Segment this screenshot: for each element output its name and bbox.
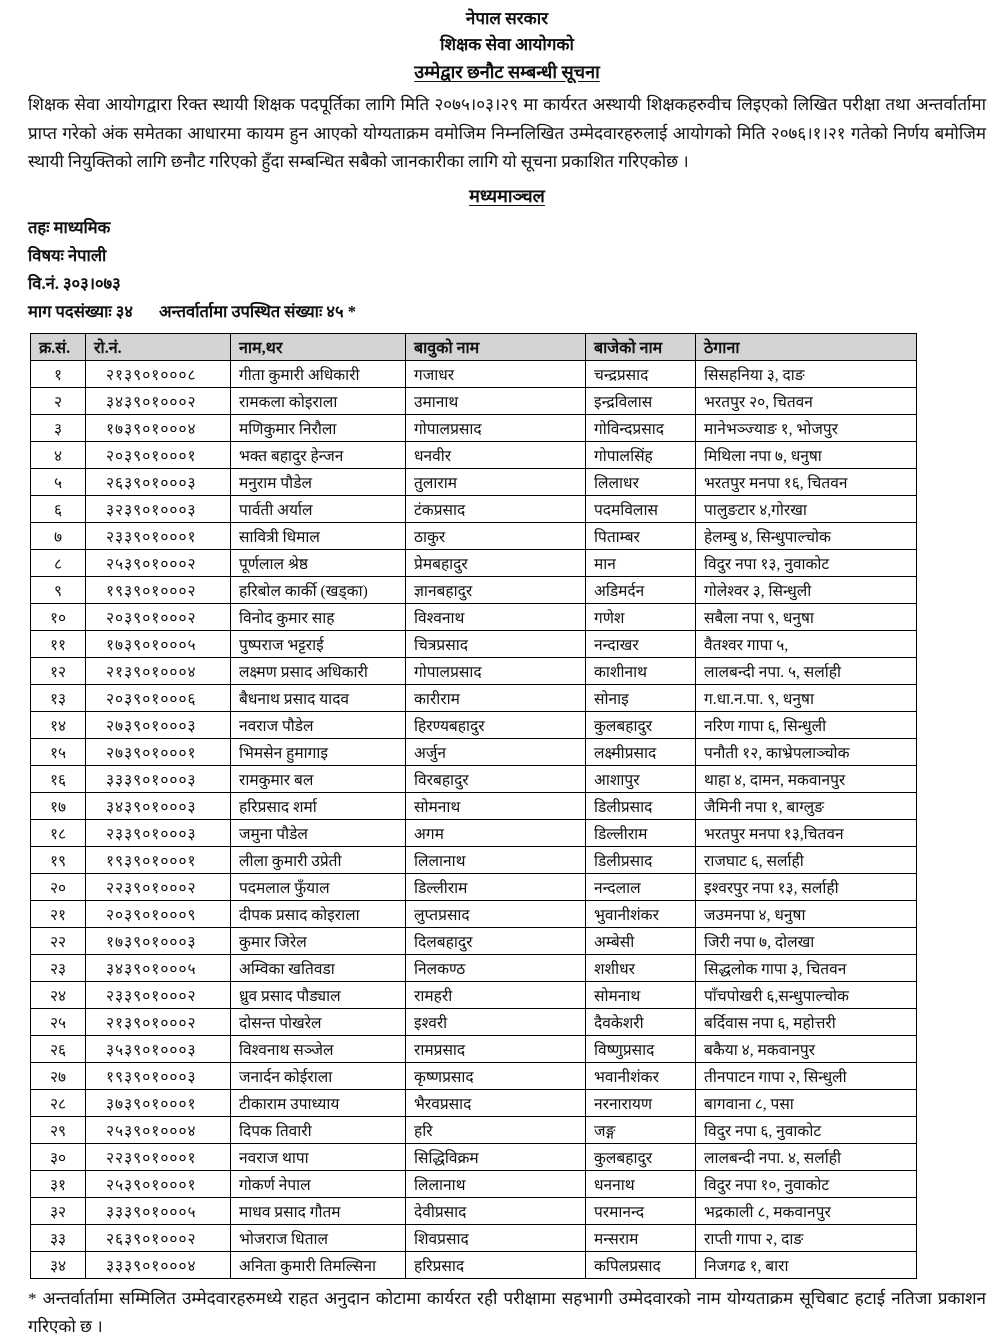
cell-father-name: लुप्तप्रसाद <box>406 900 586 927</box>
cell-address: विदुर नपा ६, नुवाकोट <box>696 1116 917 1143</box>
cell-address: जैमिनी नपा १, बाग्लुङ <box>696 792 917 819</box>
cell-father-name: इश्वरी <box>406 1008 586 1035</box>
cell-roll-number: २२३९०१०००२ <box>86 873 231 900</box>
cell-name: सावित्री धिमाल <box>231 522 406 549</box>
cell-grandfather-name: पिताम्बर <box>586 522 696 549</box>
table-row <box>31 1089 917 1116</box>
cell-grandfather-name: जङ्ग <box>586 1116 696 1143</box>
cell-roll-number: ३४३९०१०००५ <box>86 954 231 981</box>
cell-grandfather-name: आशापुर <box>586 765 696 792</box>
cell-address: बर्दिवास नपा ६, महोत्तरी <box>696 1008 917 1035</box>
header-row <box>31 333 917 360</box>
cell-father-name: डिल्लीराम <box>406 873 586 900</box>
table-row <box>31 630 917 657</box>
table-row <box>31 1062 917 1089</box>
cell-father-name: धनवीर <box>406 441 586 468</box>
cell-grandfather-name: चन्द्रप्रसाद <box>586 360 696 387</box>
cell-name: भिमसेन हुमागाइ <box>231 738 406 765</box>
cell-grandfather-name: परमानन्द <box>586 1197 696 1224</box>
cell-father-name: सिद्धिविक्रम <box>406 1143 586 1170</box>
cell-serial: २७ <box>31 1062 86 1089</box>
cell-father-name: ज्ञानबहादुर <box>406 576 586 603</box>
meta-interview-count: अन्तर्वार्तामा उपस्थित संख्याः ४५ * <box>158 301 356 321</box>
cell-name: पार्वती अर्याल <box>231 495 406 522</box>
cell-grandfather-name: डिलीप्रसाद <box>586 792 696 819</box>
cell-address: विदुर नपा १३, नुवाकोट <box>696 549 917 576</box>
cell-serial: ३२ <box>31 1197 86 1224</box>
cell-father-name: विरबहादुर <box>406 765 586 792</box>
cell-address: सबैला नपा ९, धनुषा <box>696 603 917 630</box>
cell-grandfather-name: कुलबहादुर <box>586 711 696 738</box>
cell-serial: १२ <box>31 657 86 684</box>
cell-address: सिद्धलोक गापा ३, चितवन <box>696 954 917 981</box>
table-row <box>31 792 917 819</box>
cell-grandfather-name: गणेश <box>586 603 696 630</box>
cell-serial: २३ <box>31 954 86 981</box>
table-row <box>31 1251 917 1278</box>
cell-grandfather-name: मन्सराम <box>586 1224 696 1251</box>
cell-name: अम्विका खतिवडा <box>231 954 406 981</box>
table-row <box>31 603 917 630</box>
cell-father-name: चित्रप्रसाद <box>406 630 586 657</box>
commission-name: शिक्षक सेवा आयोगको <box>440 35 574 54</box>
cell-grandfather-name: नन्दलाल <box>586 873 696 900</box>
cell-roll-number: ३३३९०१०००४ <box>86 1251 231 1278</box>
cell-address: राप्ती गापा २, दाङ <box>696 1224 917 1251</box>
cell-address: थाहा ४, दामन, मकवानपुर <box>696 765 917 792</box>
cell-roll-number: ३५३९०१०००३ <box>86 1035 231 1062</box>
cell-roll-number: २७३९०१०००३ <box>86 711 231 738</box>
cell-father-name: सोमनाथ <box>406 792 586 819</box>
cell-roll-number: ३४३९०१०००२ <box>86 387 231 414</box>
cell-name: मनुराम पौडेल <box>231 468 406 495</box>
cell-serial: ३४ <box>31 1251 86 1278</box>
cell-serial: ७ <box>31 522 86 549</box>
cell-grandfather-name: लिलाधर <box>586 468 696 495</box>
cell-name: हरिबोल कार्की (खड्का) <box>231 576 406 603</box>
table-row <box>31 657 917 684</box>
cell-name: लीला कुमारी उप्रेती <box>231 846 406 873</box>
table-row <box>31 711 917 738</box>
cell-father-name: रामहरी <box>406 981 586 1008</box>
cell-address: बागवाना ८, पसा <box>696 1089 917 1116</box>
cell-father-name: कारीराम <box>406 684 586 711</box>
notice-meta <box>28 214 986 326</box>
cell-serial: १३ <box>31 684 86 711</box>
table-row <box>31 684 917 711</box>
cell-name: रामकला कोइराला <box>231 387 406 414</box>
cell-serial: २८ <box>31 1089 86 1116</box>
cell-address: भरतपुर मनपा १३,चितवन <box>696 819 917 846</box>
cell-serial: १४ <box>31 711 86 738</box>
table-row <box>31 468 917 495</box>
table-row <box>31 522 917 549</box>
meta-advert-number: वि.नं. ३०३।०७३ <box>28 273 121 293</box>
cell-father-name: निलकण्ठ <box>406 954 586 981</box>
meta-level: तहः माध्यमिक <box>28 217 111 237</box>
cell-serial: २२ <box>31 927 86 954</box>
cell-grandfather-name: काशीनाथ <box>586 657 696 684</box>
table-row <box>31 1170 917 1197</box>
cell-roll-number: २३३९०१०००१ <box>86 522 231 549</box>
cell-grandfather-name: गोपालसिंह <box>586 441 696 468</box>
cell-roll-number: २०३९०१०००२ <box>86 603 231 630</box>
cell-serial: १ <box>31 360 86 387</box>
cell-name: दोसन्त पोखरेल <box>231 1008 406 1035</box>
cell-name: विनोद कुमार साह <box>231 603 406 630</box>
cell-grandfather-name: भवानीशंकर <box>586 1062 696 1089</box>
cell-serial: ३३ <box>31 1224 86 1251</box>
table-row <box>31 927 917 954</box>
cell-roll-number: १७३९०१०००५ <box>86 630 231 657</box>
cell-father-name: दिलबहादुर <box>406 927 586 954</box>
table-row <box>31 738 917 765</box>
table-row <box>31 576 917 603</box>
cell-grandfather-name: सोनाइ <box>586 684 696 711</box>
cell-serial: ६ <box>31 495 86 522</box>
cell-serial: १८ <box>31 819 86 846</box>
meta-subject: विषयः नेपाली <box>28 245 107 265</box>
cell-name: ध्रुव प्रसाद पौड्याल <box>231 981 406 1008</box>
cell-serial: २५ <box>31 1008 86 1035</box>
column-header-grandfather-name: बाजेको नाम <box>586 333 696 360</box>
cell-name: हरिप्रसाद शर्मा <box>231 792 406 819</box>
table-row <box>31 765 917 792</box>
cell-roll-number: १९३९०१०००२ <box>86 576 231 603</box>
cell-grandfather-name: दैवकेशरी <box>586 1008 696 1035</box>
table-row <box>31 846 917 873</box>
cell-father-name: अर्जुन <box>406 738 586 765</box>
cell-grandfather-name: अडिमर्दन <box>586 576 696 603</box>
cell-father-name: गोपालप्रसाद <box>406 414 586 441</box>
cell-grandfather-name: धननाथ <box>586 1170 696 1197</box>
cell-address: राजघाट ६, सर्लाही <box>696 846 917 873</box>
cell-serial: १५ <box>31 738 86 765</box>
cell-father-name: गजाधर <box>406 360 586 387</box>
cell-serial: १० <box>31 603 86 630</box>
cell-grandfather-name: नरनारायण <box>586 1089 696 1116</box>
cell-serial: ३० <box>31 1143 86 1170</box>
cell-grandfather-name: सोमनाथ <box>586 981 696 1008</box>
cell-father-name: हरि <box>406 1116 586 1143</box>
table-row <box>31 819 917 846</box>
table-row <box>31 1143 917 1170</box>
cell-roll-number: ३४३९०१०००३ <box>86 792 231 819</box>
column-header-serial: क्र.सं. <box>31 333 86 360</box>
cell-serial: २६ <box>31 1035 86 1062</box>
cell-serial: २१ <box>31 900 86 927</box>
cell-serial: २९ <box>31 1116 86 1143</box>
notice-body-paragraph: शिक्षक सेवा आयोगद्वारा रिक्त स्थायी शिक्षक पदपूर्तिका लागि मिति २०७५।०३।२९ मा कार्यरत अस्थायी शिक्षकहरुवीच लिइएको लिखित परीक्षा तथा अन्तर्वार्तामा प्राप्त गरेको अंक समेतका आधारमा कायम हुन आएको योग्यताक्रम वमोजिम निम्नलिखित उम्मेदवारहरुलाई आयोगको मिति २०७६।१।२१ गतेको निर्णय बमोजिम स्थायी नियुक्तिको लागि छनौट गरिएको हुँदा सम्बन्धित सबैको जानकारीका लागि यो सूचना प्रकाशित गरिएकोछ । <box>28 95 986 171</box>
cell-roll-number: २५३९०१०००१ <box>86 1170 231 1197</box>
cell-name: पुष्पराज भट्टराई <box>231 630 406 657</box>
cell-father-name: ठाकुर <box>406 522 586 549</box>
cell-name: पूर्णलाल श्रेष्ठ <box>231 549 406 576</box>
table-row <box>31 981 917 1008</box>
cell-roll-number: २०३९०१०००१ <box>86 441 231 468</box>
table-row <box>31 1116 917 1143</box>
cell-name: दिपक तिवारी <box>231 1116 406 1143</box>
cell-address: हेलम्बु ४, सिन्धुपाल्चोक <box>696 522 917 549</box>
cell-address: भरतपुर २०, चितवन <box>696 387 917 414</box>
cell-roll-number: २३३९०१०००२ <box>86 981 231 1008</box>
cell-name: भोजराज धिताल <box>231 1224 406 1251</box>
cell-name: रामकुमार बल <box>231 765 406 792</box>
cell-roll-number: ३२३९०१०००३ <box>86 495 231 522</box>
footnote: * अन्तर्वार्तामा सम्मिलित उम्मेदवारहरुमध्ये राहत अनुदान कोटामा कार्यरत रही परीक्षामा सहभागी उम्मेदवारको नाम योग्यताक्रम सूचिबाट हटाई नतिजा प्रकाशन गरिएको छ । <box>28 1288 986 1336</box>
cell-name: भक्त बहादुर हेन्जन <box>231 441 406 468</box>
cell-address: इश्वरपुर नपा १३, सर्लाही <box>696 873 917 900</box>
cell-serial: १७ <box>31 792 86 819</box>
cell-serial: २ <box>31 387 86 414</box>
cell-name: अनिता कुमारी तिमल्सिना <box>231 1251 406 1278</box>
cell-roll-number: ३३३९०१०००५ <box>86 1197 231 1224</box>
cell-father-name: देवीप्रसाद <box>406 1197 586 1224</box>
cell-father-name: शिवप्रसाद <box>406 1224 586 1251</box>
cell-name: बैधनाथ प्रसाद यादव <box>231 684 406 711</box>
cell-address: नरिण गापा ६, सिन्धुली <box>696 711 917 738</box>
meta-demand-count: माग पदसंख्याः ३४ <box>28 301 133 321</box>
cell-serial: ३ <box>31 414 86 441</box>
cell-father-name: गोपालप्रसाद <box>406 657 586 684</box>
cell-address: सिसहनिया ३, दाङ <box>696 360 917 387</box>
cell-address: बकैया ४, मकवानपुर <box>696 1035 917 1062</box>
cell-serial: १९ <box>31 846 86 873</box>
table-row <box>31 873 917 900</box>
results-table-body <box>31 360 917 1278</box>
cell-name: जमुना पौडेल <box>231 819 406 846</box>
table-row <box>31 1197 917 1224</box>
cell-serial: ८ <box>31 549 86 576</box>
cell-roll-number: २७३९०१०००१ <box>86 738 231 765</box>
cell-grandfather-name: अम्बेसी <box>586 927 696 954</box>
cell-address: निजगढ १, बारा <box>696 1251 917 1278</box>
cell-address: लालबन्दी नपा. ४, सर्लाही <box>696 1143 917 1170</box>
cell-address: वैतश्वर गापा ५, <box>696 630 917 657</box>
cell-roll-number: २३३९०१०००३ <box>86 819 231 846</box>
cell-grandfather-name: भुवानीशंकर <box>586 900 696 927</box>
cell-name: नवराज थापा <box>231 1143 406 1170</box>
cell-serial: १६ <box>31 765 86 792</box>
cell-address: लालबन्दी नपा. ५, सर्लाही <box>696 657 917 684</box>
cell-serial: ११ <box>31 630 86 657</box>
cell-address: पनौती १२, काभ्रेपलाञ्चोक <box>696 738 917 765</box>
cell-roll-number: १९३९०१०००१ <box>86 846 231 873</box>
cell-father-name: हिरण्यबहादुर <box>406 711 586 738</box>
cell-address: भद्रकाली ८, मकवानपुर <box>696 1197 917 1224</box>
cell-father-name: उमानाथ <box>406 387 586 414</box>
cell-father-name: लिलानाथ <box>406 846 586 873</box>
cell-father-name: लिलानाथ <box>406 1170 586 1197</box>
cell-father-name: विश्वनाथ <box>406 603 586 630</box>
cell-name: माधव प्रसाद गौतम <box>231 1197 406 1224</box>
table-row <box>31 414 917 441</box>
cell-name: नवराज पौडेल <box>231 711 406 738</box>
cell-roll-number: १७३९०१०००४ <box>86 414 231 441</box>
cell-roll-number: २०३९०१०००६ <box>86 684 231 711</box>
cell-father-name: प्रेमबहादुर <box>406 549 586 576</box>
cell-roll-number: ३७३९०१०००१ <box>86 1089 231 1116</box>
cell-roll-number: २०३९०१०००९ <box>86 900 231 927</box>
cell-roll-number: २५३९०१०००२ <box>86 549 231 576</box>
cell-address: जिरी नपा ७, दोलखा <box>696 927 917 954</box>
cell-name: टीकाराम उपाध्याय <box>231 1089 406 1116</box>
table-row <box>31 360 917 387</box>
cell-serial: २० <box>31 873 86 900</box>
cell-address: जउमनपा ४, धनुषा <box>696 900 917 927</box>
cell-name: गीता कुमारी अधिकारी <box>231 360 406 387</box>
results-table <box>30 333 917 1279</box>
cell-name: गोकर्ण नेपाल <box>231 1170 406 1197</box>
cell-serial: ३१ <box>31 1170 86 1197</box>
cell-grandfather-name: डिलीप्रसाद <box>586 846 696 873</box>
region-heading: मध्यमाञ्चल <box>469 185 545 206</box>
cell-serial: ९ <box>31 576 86 603</box>
cell-address: मिथिला नपा ७, धनुषा <box>696 441 917 468</box>
cell-name: पदमलाल फुँयाल <box>231 873 406 900</box>
cell-name: विश्वनाथ सञ्जेल <box>231 1035 406 1062</box>
cell-roll-number: २२३९०१०००१ <box>86 1143 231 1170</box>
cell-roll-number: २१३९०१०००८ <box>86 360 231 387</box>
table-row <box>31 1035 917 1062</box>
cell-roll-number: १९३९०१०००३ <box>86 1062 231 1089</box>
cell-father-name: टंकप्रसाद <box>406 495 586 522</box>
cell-grandfather-name: विष्णुप्रसाद <box>586 1035 696 1062</box>
cell-grandfather-name: इन्द्रविलास <box>586 387 696 414</box>
cell-father-name: भैरवप्रसाद <box>406 1089 586 1116</box>
cell-roll-number: २१३९०१०००४ <box>86 657 231 684</box>
cell-name: मणिकुमार निरौला <box>231 414 406 441</box>
cell-name: दीपक प्रसाद कोइराला <box>231 900 406 927</box>
cell-serial: ५ <box>31 468 86 495</box>
column-header-address: ठेगाना <box>696 333 917 360</box>
cell-grandfather-name: गोविन्दप्रसाद <box>586 414 696 441</box>
cell-grandfather-name: शशीधर <box>586 954 696 981</box>
cell-roll-number: २६३९०१०००३ <box>86 468 231 495</box>
cell-grandfather-name: मान <box>586 549 696 576</box>
cell-grandfather-name: नन्दाखर <box>586 630 696 657</box>
column-header-name: नाम,थर <box>231 333 406 360</box>
notice-title: उम्मेद्वार छनौट सम्बन्धी सूचना <box>414 62 600 82</box>
table-row <box>31 954 917 981</box>
cell-address: पालुङटार ४,गोरखा <box>696 495 917 522</box>
cell-serial: २४ <box>31 981 86 1008</box>
table-row <box>31 495 917 522</box>
cell-grandfather-name: पदमविलास <box>586 495 696 522</box>
cell-name: जनार्दन कोईराला <box>231 1062 406 1089</box>
cell-serial: ४ <box>31 441 86 468</box>
cell-grandfather-name: कपिलप्रसाद <box>586 1251 696 1278</box>
cell-name: लक्ष्मण प्रसाद अधिकारी <box>231 657 406 684</box>
table-row <box>31 900 917 927</box>
cell-roll-number: २१३९०१०००२ <box>86 1008 231 1035</box>
cell-address: पाँचपोखरी ६,सन्धुपाल्चोक <box>696 981 917 1008</box>
cell-address: मानेभञ्ज्याङ १, भोजपुर <box>696 414 917 441</box>
cell-address: ग.धा.न.पा. ९, धनुषा <box>696 684 917 711</box>
table-row <box>31 1008 917 1035</box>
table-row <box>31 1224 917 1251</box>
cell-name: कुमार जिरेल <box>231 927 406 954</box>
cell-roll-number: १७३९०१०००३ <box>86 927 231 954</box>
table-row <box>31 441 917 468</box>
cell-grandfather-name: लक्ष्मीप्रसाद <box>586 738 696 765</box>
cell-father-name: रामप्रसाद <box>406 1035 586 1062</box>
cell-address: भरतपुर मनपा १६, चितवन <box>696 468 917 495</box>
results-table-header <box>31 333 917 360</box>
column-header-roll: रो.नं. <box>86 333 231 360</box>
cell-address: तीनपाटन गापा २, सिन्धुली <box>696 1062 917 1089</box>
column-header-father-name: बावुको नाम <box>406 333 586 360</box>
cell-address: गोलेश्वर ३, सिन्धुली <box>696 576 917 603</box>
cell-father-name: अगम <box>406 819 586 846</box>
meta-counts <box>28 298 986 326</box>
cell-father-name: हरिप्रसाद <box>406 1251 586 1278</box>
table-row <box>31 387 917 414</box>
cell-father-name: तुलाराम <box>406 468 586 495</box>
cell-address: विदुर नपा १०, नुवाकोट <box>696 1170 917 1197</box>
cell-grandfather-name: कुलबहादुर <box>586 1143 696 1170</box>
government-name: नेपाल सरकार <box>465 9 549 28</box>
cell-roll-number: २६३९०१०००२ <box>86 1224 231 1251</box>
cell-roll-number: ३३३९०१०००३ <box>86 765 231 792</box>
cell-roll-number: २५३९०१०००४ <box>86 1116 231 1143</box>
cell-grandfather-name: डिल्लीराम <box>586 819 696 846</box>
cell-father-name: कृष्णप्रसाद <box>406 1062 586 1089</box>
table-row <box>31 549 917 576</box>
